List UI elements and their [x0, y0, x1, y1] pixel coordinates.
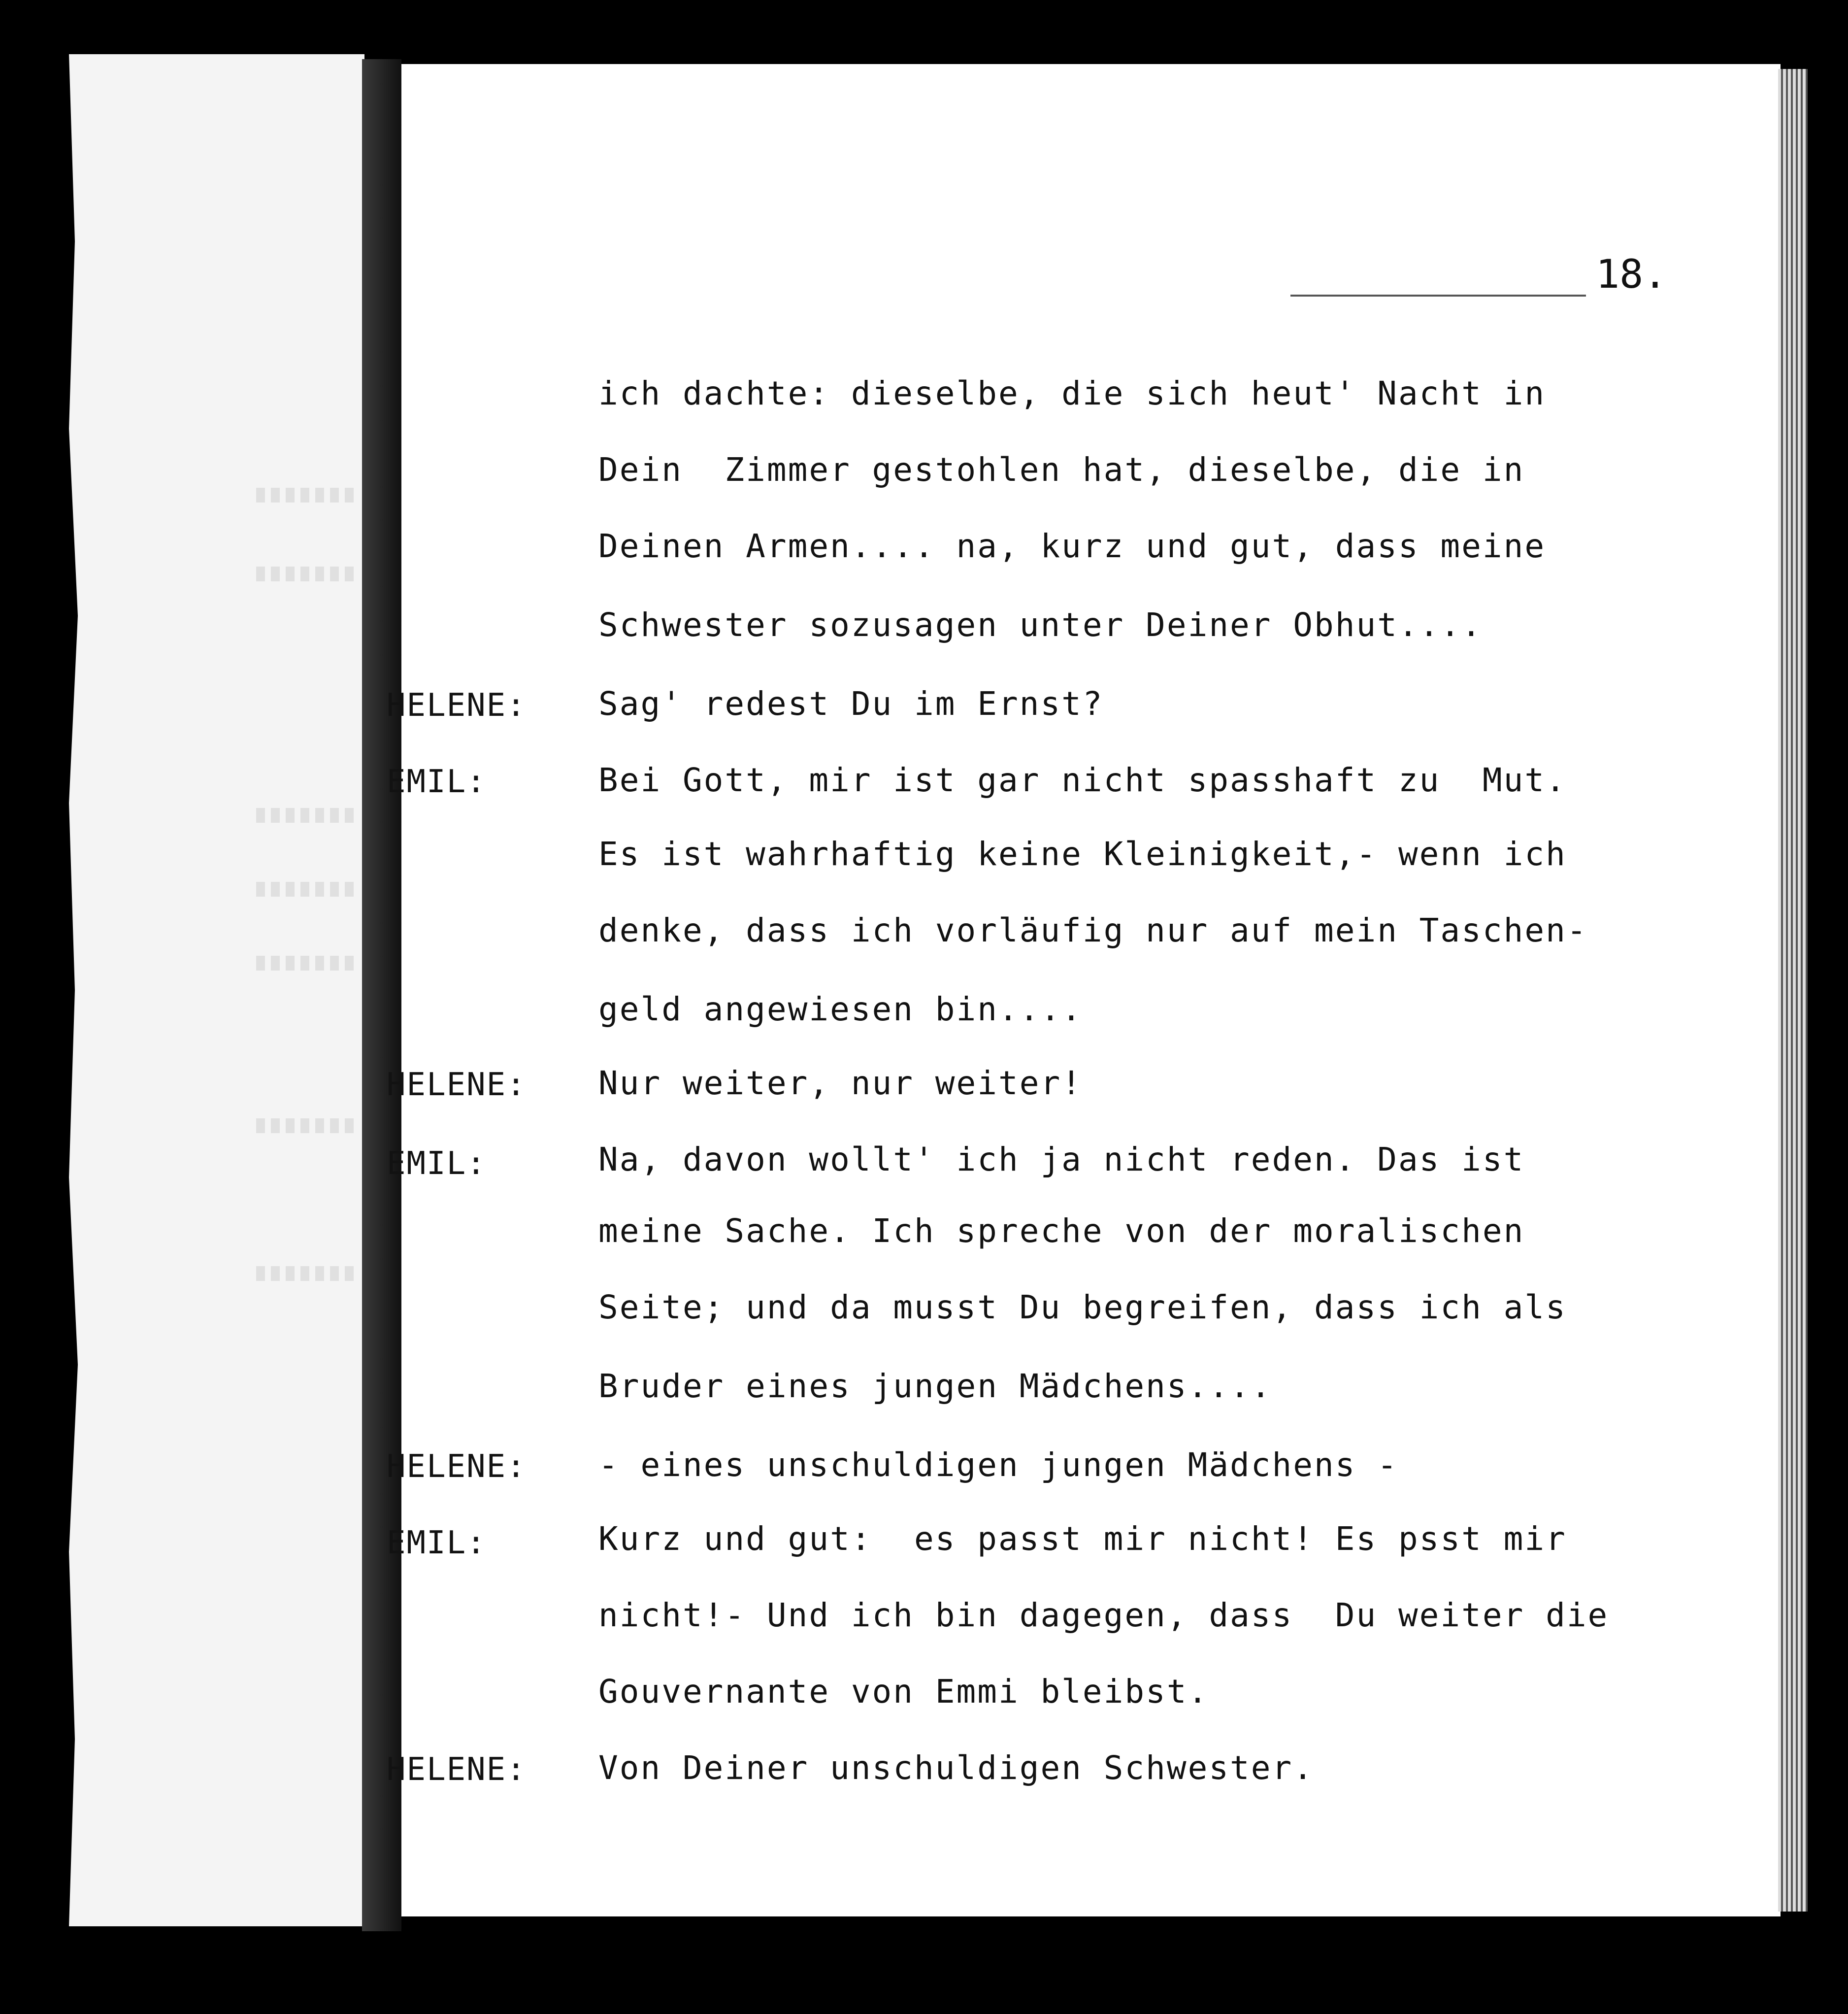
text-line: Kurz und gut: es passt mir nicht! Es psst mir [598, 1520, 1567, 1558]
text-line: Von Deiner unschuldigen Schwester. [598, 1749, 1315, 1787]
text-line: Bei Gott, mir ist gar nicht spasshaft zu Mut. [598, 761, 1567, 799]
bleed-through-text [256, 882, 355, 897]
text-line: Sag' redest Du im Ernst? [598, 685, 1104, 723]
text-line: Dein Zimmer gestohlen hat, dieselbe, die in [598, 451, 1525, 489]
text-line: meine Sache. Ich spreche von der moralischen [598, 1212, 1525, 1250]
bleed-through-text [256, 1118, 355, 1133]
text-line: ich dachte: dieselbe, die sich heut' Nacht in [598, 374, 1546, 412]
speaker-label: EMIL: [387, 764, 487, 800]
bleed-through-text [256, 488, 355, 503]
page-number-rule [1290, 295, 1586, 297]
page-edges [1778, 69, 1808, 1912]
left-page [69, 54, 364, 1926]
bleed-through-text [256, 808, 355, 823]
speaker-label: HELENE: [387, 1751, 527, 1788]
book-gutter [362, 59, 401, 1931]
text-line: nicht!- Und ich bin dagegen, dass Du weiter die [598, 1596, 1609, 1634]
speaker-label: EMIL: [387, 1145, 487, 1182]
text-line: geld angewiesen bin.... [598, 990, 1083, 1028]
text-line: Seite; und da musst Du begreifen, dass ich als [598, 1288, 1567, 1326]
bleed-through-text [256, 567, 355, 581]
speaker-label: HELENE: [387, 1448, 527, 1485]
text-line: Bruder eines jungen Mädchens.... [598, 1367, 1272, 1405]
text-line: Na, davon wollt' ich ja nicht reden. Das ist [598, 1141, 1525, 1178]
speaker-label: HELENE: [387, 1067, 527, 1103]
bleed-through-text [256, 1266, 355, 1281]
text-line: Deinen Armen.... na, kurz und gut, dass meine [598, 527, 1546, 565]
text-line: denke, dass ich vorläufig nur auf mein Taschen- [598, 911, 1588, 949]
text-line: Es ist wahrhaftig keine Kleinigkeit,- wenn ich [598, 835, 1567, 873]
bleed-through-text [256, 956, 355, 971]
text-line: Schwester sozusagen unter Deiner Obhut.... [598, 606, 1483, 644]
text-line: Nur weiter, nur weiter! [598, 1064, 1083, 1102]
text-line: - eines unschuldigen jungen Mädchens - [598, 1446, 1398, 1484]
speaker-label: HELENE: [387, 687, 527, 724]
page-number: 18. [1596, 251, 1667, 297]
speaker-label: EMIL: [387, 1525, 487, 1561]
text-line: Gouvernante von Emmi bleibst. [598, 1673, 1209, 1711]
